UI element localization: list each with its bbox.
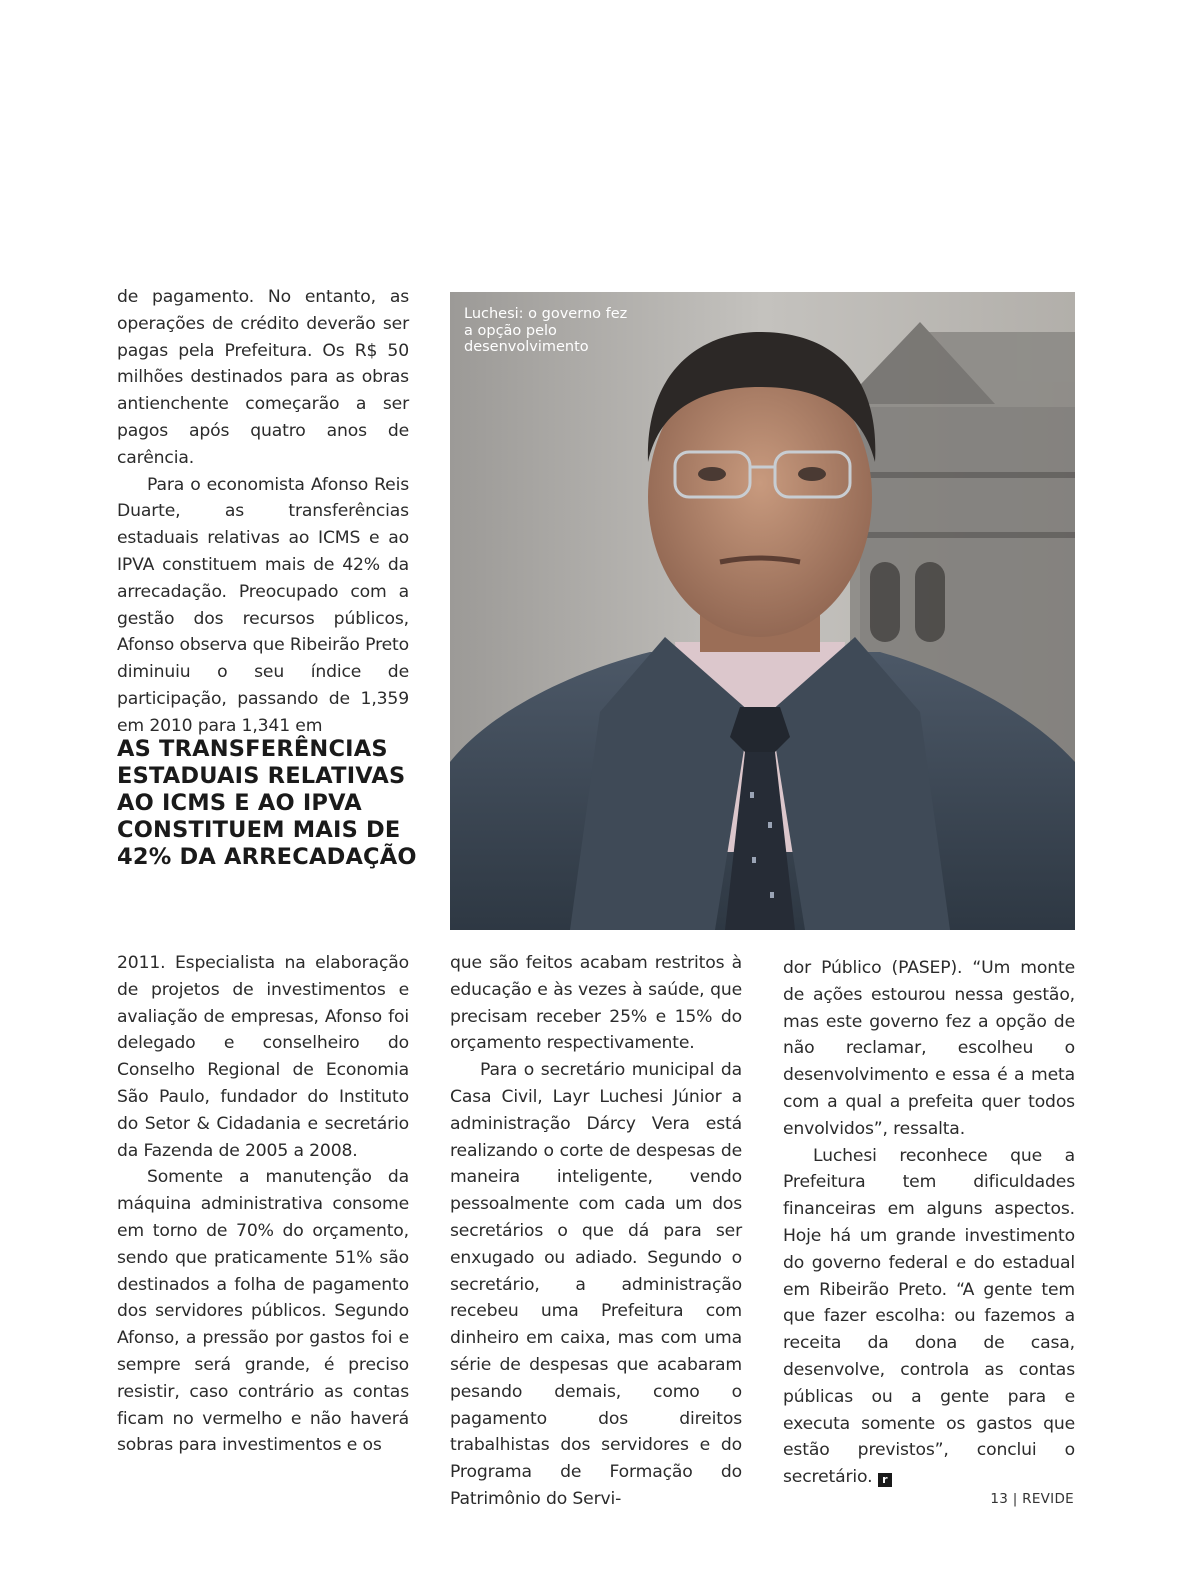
article-column-1-top	[117, 284, 409, 740]
article-column-2	[450, 950, 742, 1513]
paragraph: que são feitos acabam restritos à educação e às vezes à saúde, que precisam receber 25% e 15% do orçamento respectivamente.	[450, 953, 742, 1054]
portrait-photo	[450, 292, 1075, 930]
end-of-article-icon: r	[878, 1473, 892, 1487]
paragraph: dor Público (PASEP). “Um monte de ações estourou nessa gestão, mas este governo fez a opção de não reclamar, escolheu o desenvolvimento e essa é a meta com a qual a prefeita quer todos envolvidos”, ressalta.	[783, 958, 1075, 1139]
page-footer: 13 | REVIDE	[990, 1491, 1074, 1507]
article-column-1-bottom	[117, 950, 409, 1459]
portrait-illustration	[450, 292, 1075, 930]
article-column-3	[783, 955, 1075, 1491]
photo-caption: Luchesi: o governo fez a opção pelo desenvolvimento	[464, 306, 628, 355]
paragraph-text: Luchesi reconhece que a Prefeitura tem dificuldades financeiras em alguns aspectos. Hoje há um grande investimento do governo federal e do estadual em Ribeirão Preto. “A gente tem que fazer escolha: ou fazemos a receita da dona de casa, desenvolve, controla as contas públicas ou a gente para e executa somente os gastos que estão previstos”, conclui o secretário.	[783, 1145, 1075, 1488]
pull-quote-headline: AS TRANSFERÊNCIAS ESTADUAIS RELATIVAS AO ICMS E AO IPVA CONSTITUEM MAIS DE 42% DA ARRECADAÇÃO	[117, 736, 417, 870]
paragraph: 2011. Especialista na elaboração de projetos de investimentos e avaliação de empresas, Afonso foi delegado e conselheiro do Conselho Regional de Economia São Paulo, fundador do Instituto do Setor & Cidadania e secretário da Fazenda de 2005 a 2008.	[117, 953, 409, 1161]
paragraph: Para o economista Afonso Reis Duarte, as transferências estaduais relativas ao ICMS e ao IPVA constituem mais de 42% da arrecadação. Preocupado com a gestão dos recursos públicos, Afonso observa que Ribeirão Preto diminuiu o seu índice de participação, passando de 1,359 em 2010 para 1,341 em	[117, 474, 409, 736]
paragraph	[783, 1143, 1075, 1491]
paragraph: Somente a manutenção da máquina administrativa consome em torno de 70% do orçamento, sendo que praticamente 51% são destinados a folha de pagamento dos servidores públicos. Segundo Afonso, a pressão por gastos foi e sempre será grande, é preciso resistir, caso contrário as contas ficam no vermelho e não haverá sobras para investimentos e os	[117, 1167, 409, 1456]
paragraph: de pagamento. No entanto, as operações de crédito deverão ser pagas pela Prefeitura. Os R$ 50 milhões destinados para as obras antienchente começarão a ser pagos após quatro anos de carência.	[117, 287, 409, 468]
paragraph: Para o secretário municipal da Casa Civil, Layr Luchesi Júnior a administração Dárcy Vera está realizando o corte de despesas de maneira inteligente, vendo pessoalmente com cada um dos secretários o que dá para ser enxugado ou adiado. Segundo o secretário, a administração recebeu uma Prefeitura com dinheiro em caixa, mas com uma série de despesas que acabaram pesando demais, como o pagamento dos direitos trabalhistas dos servidores e do Programa de Formação do Patrimônio do Servi-	[450, 1060, 742, 1509]
